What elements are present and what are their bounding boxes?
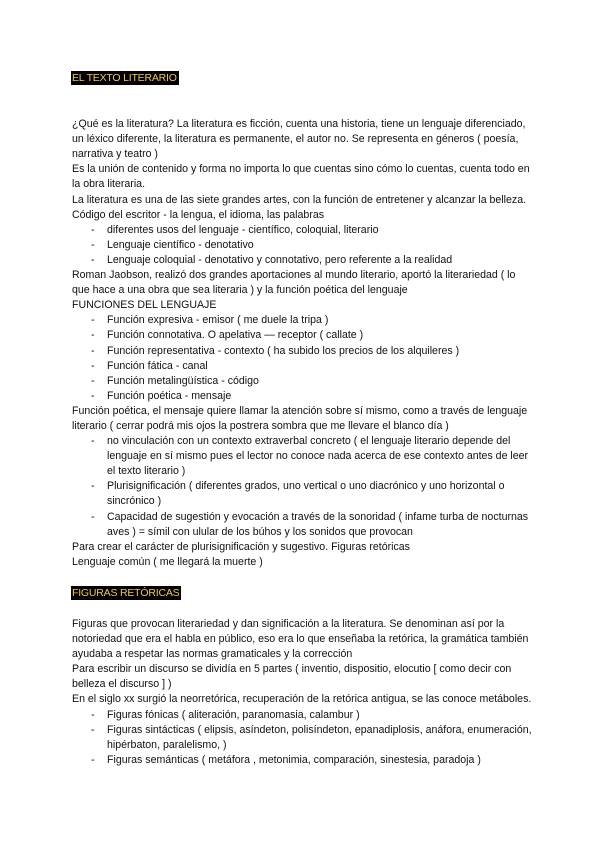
list-item: - Función poética - mensaje: [72, 389, 534, 404]
list-item: - Función expresiva - emisor ( me duele la tripa ): [72, 313, 534, 328]
paragraph: Para crear el carácter de plurisignificación y sugestivo. Figuras retóricas: [72, 540, 410, 553]
paragraph: ¿Qué es la literatura? La literatura es ficción, cuenta una historia, tiene un lenguaje diferenciado, un léxico diferente, la literatura es permanente, el autor no. Se representa en géneros ( poesía, narrativa y teatro ): [72, 118, 526, 161]
paragraph: Roman Jaobson, realizó dos grandes aportaciones al mundo literario, aportó la literariedad ( lo que hace a una obra que sea literaria ) y la función poética del lenguaje: [72, 269, 516, 297]
list-item: - Función fática - canal: [72, 359, 534, 374]
list-item: - Figuras fónicas ( aliteración, paranomasia, calambur ): [72, 708, 534, 723]
section-figuras-retoricas: [72, 586, 534, 768]
paragraph: Código del escritor - la lengua, el idioma, las palabras: [72, 208, 325, 221]
bullet-list: [72, 223, 534, 268]
paragraph: Función poética, el mensaje quiere llamar la atención sobre sí mismo, como a través de lenguaje literario ( cerrar podrá mis ojos la postrera sombra que me llevare el blanco día ): [72, 404, 528, 432]
list-item: - no vinculación con un contexto extraverbal concreto ( el lenguaje literario depende del lenguaje en sí mismo pues el lector no conoce nada acerca de ese contexto antes de leer el texto literario ): [72, 434, 534, 479]
section-texto-literario: [72, 71, 534, 570]
bullet-list: [72, 313, 534, 404]
list-item: - diferentes usos del lenguaje - científico, coloquial, literario: [72, 223, 534, 238]
bullet-list: [72, 708, 534, 768]
list-item: - Lenguaje coloquial - denotativo y connotativo, pero referente a la realidad: [72, 253, 534, 268]
list-item: - Lenguaje científico - denotativo: [72, 238, 534, 253]
paragraph: Para escribir un discurso se dividía en 5 partes ( inventio, dispositio, elocutio [ como decir con belleza el discurso ] ): [72, 663, 512, 691]
bullet-list: [72, 434, 534, 540]
list-item: - Figuras sintácticas ( elipsis, asíndeton, polisíndeton, epanadiplosis, anáfora, enumeración, hipérbaton, paralelismo, ): [72, 723, 534, 753]
document-page: [72, 71, 534, 768]
section-heading: FIGURAS RETÓRICAS: [72, 586, 180, 599]
list-item: - Función connotativa. O apelativa — receptor ( callate ): [72, 328, 534, 343]
list-item: - Plurisignificación ( diferentes grados, uno vertical o uno diacrónico y uno horizontal o sincrónico ): [72, 479, 534, 509]
list-item: - Figuras semánticas ( metáfora , metonimia, comparación, sinestesia, paradoja ): [72, 753, 534, 768]
paragraph: La literatura es una de las siete grandes artes, con la función de entretener y alcanzar la belleza.: [72, 193, 527, 206]
list-item: - Función representativa - contexto ( ha subido los precios de los alquileres ): [72, 344, 534, 359]
paragraph: Es la unión de contenido y forma no importa lo que cuentas sino cómo lo cuentas, cuenta todo en la obra literaria.: [72, 163, 530, 191]
subheading: FUNCIONES DEL LENGUAJE: [72, 299, 217, 312]
paragraph: Figuras que provocan literariedad y dan significación a la literatura. Se denominan así por la notoriedad que era el habla en público, eso era lo que enseñaba la retórica, la gramática también ayudaba a respetar las normas gramaticales y la corrección: [72, 618, 529, 661]
paragraph: En el siglo xx surgió la neorretórica, recuperación de la retórica antigua, se las conoce metáboles.: [72, 693, 532, 706]
paragraph: Lenguaje común ( me llegará la muerte ): [72, 555, 263, 568]
list-item: - Función metalingüística - código: [72, 374, 534, 389]
list-item: - Capacidad de sugestión y evocación a través de la sonoridad ( infame turba de nocturnas aves ) = símil con ulular de los búhos y los sonidos que provocan: [72, 510, 534, 540]
section-heading: EL TEXTO LITERARIO: [72, 72, 177, 84]
